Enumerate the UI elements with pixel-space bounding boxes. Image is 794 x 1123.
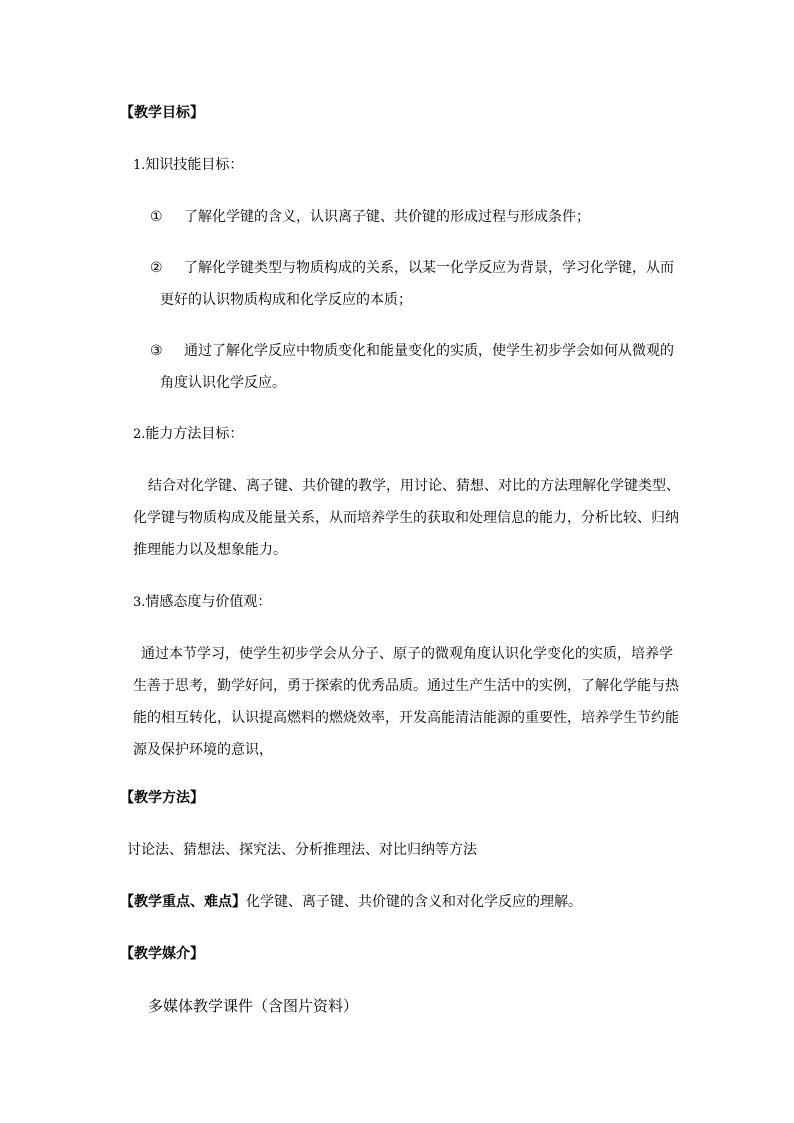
keypoints-text: 化学键、离子键、共价键的含义和对化学反应的理解。 [246, 894, 582, 910]
section2-paragraph-line: 结合对化学键、离子键、共价键的教学，用讨论、猜想、对比的方法理解化学键类型、 [148, 478, 680, 494]
objective-item-3 [150, 341, 674, 361]
section2-label: 能力方法目标： [145, 426, 244, 442]
media-text: 多媒体教学课件（含图片资料） [148, 997, 359, 1015]
keypoints-line [120, 892, 582, 912]
section2-paragraph-line: 化学键与物质构成及能量关系，从而培养学生的获取和处理信息的能力，分析比较、归纳 [133, 510, 679, 526]
section2-title [133, 424, 243, 445]
section1-title [133, 155, 243, 176]
section3-paragraph-line: 通过本节学习，使学生初步学会从分子、原子的微观角度认识化学变化的实质，培养学 [141, 646, 673, 662]
methods-heading: 【教学方法】 [120, 790, 204, 806]
section1-label: 知识技能目标： [145, 157, 244, 173]
item-text: 了解化学键的含义，认识离子键、共价键的形成过程与形成条件； [184, 209, 590, 225]
keypoints-heading: 【教学重点、难点】 [120, 894, 246, 910]
section3-number: 3. [133, 595, 146, 610]
media-heading: 【教学媒介】 [120, 946, 204, 962]
item-text: 通过了解化学反应中物质变化和能量变化的实质，使学生初步学会如何从微观的 [184, 343, 674, 359]
item-marker: ① [150, 209, 163, 225]
section3-paragraph-line: 源及保护环境的意识， [133, 742, 273, 758]
methods-text: 讨论法、猜想法、探究法、分析推理法、对比归纳等方法 [127, 842, 477, 858]
section1-number: 1. [133, 158, 146, 173]
section2-paragraph-line: 推理能力以及想象能力。 [133, 542, 287, 558]
objective-item-2 [150, 258, 674, 278]
item-marker: ② [150, 260, 163, 276]
objective-item-1 [150, 207, 590, 227]
item-marker: ③ [150, 343, 163, 359]
section3-label: 情感态度与价值观： [145, 594, 272, 610]
item-text: 了解化学键类型与物质构成的关系，以某一化学反应为背景，学习化学键，从而 [184, 260, 674, 276]
section2-number: 2. [133, 427, 146, 442]
objectives-heading: 【教学目标】 [120, 105, 204, 121]
section3-paragraph-line: 生善于思考，勤学好问，勇于探索的优秀品质。通过生产生活中的实例，了解化学能与热 [133, 678, 679, 694]
objective-item-3-cont: 角度认识化学反应。 [160, 375, 286, 391]
section3-paragraph-line: 能的相互转化，认识提高燃料的燃烧效率，开发高能清洁能源的重要性，培养学生节约能 [133, 710, 679, 726]
section3-title [133, 592, 271, 613]
objective-item-2-cont: 更好的认识物质构成和化学反应的本质； [160, 292, 412, 308]
